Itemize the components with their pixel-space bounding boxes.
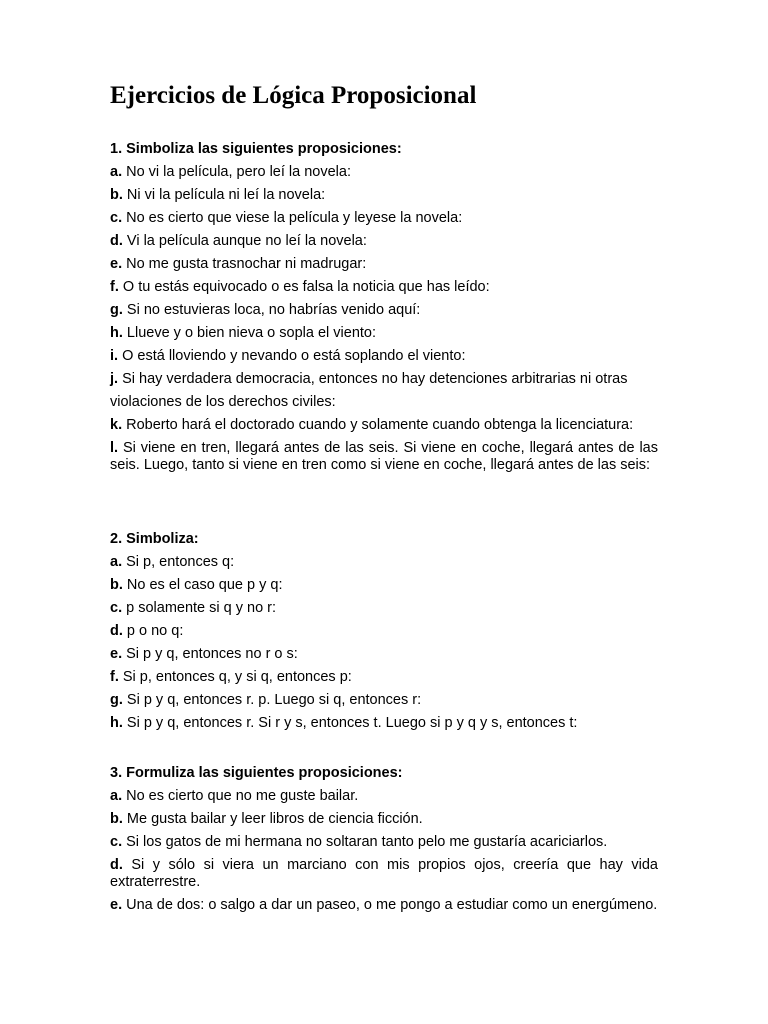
exercise-item bbox=[110, 230, 658, 253]
item-text: Si p y q, entonces no r o s: bbox=[122, 646, 298, 662]
item-letter: c. bbox=[110, 210, 123, 226]
item-text: No es cierto que no me guste bailar. bbox=[122, 788, 359, 804]
item-text: No vi la película, pero leí la novela: bbox=[122, 164, 351, 180]
section-3 bbox=[110, 762, 658, 923]
item-letter: g. bbox=[110, 302, 123, 318]
item-letter: e. bbox=[110, 646, 123, 662]
section-2 bbox=[110, 528, 658, 735]
item-text: p solamente si q y no r: bbox=[122, 600, 277, 616]
exercise-item bbox=[110, 894, 658, 923]
section-1 bbox=[110, 138, 658, 477]
exercise-item bbox=[110, 322, 658, 345]
item-letter: b. bbox=[110, 811, 123, 827]
item-text: Si los gatos de mi hermana no soltaran tanto pelo me gustaría acariciarlos. bbox=[122, 834, 608, 850]
exercise-item bbox=[110, 574, 658, 597]
item-letter: c. bbox=[110, 834, 123, 850]
exercise-item bbox=[110, 437, 658, 477]
exercise-item bbox=[110, 276, 658, 299]
item-letter: l. bbox=[110, 440, 119, 456]
exercise-item bbox=[110, 161, 658, 184]
exercise-item bbox=[110, 785, 658, 808]
item-text: No es el caso que p y q: bbox=[122, 577, 283, 593]
exercise-item bbox=[110, 551, 658, 574]
item-letter: f. bbox=[110, 669, 119, 685]
item-text: Si p y q, entonces r. Si r y s, entonces t. Luego si p y q y s, entonces t: bbox=[122, 715, 578, 731]
item-letter: k. bbox=[110, 417, 123, 433]
item-text: Si p y q, entonces r. p. Luego si q, entonces r: bbox=[122, 692, 422, 708]
item-text: Si no estuvieras loca, no habrías venido aquí: bbox=[122, 302, 421, 318]
exercise-item bbox=[110, 712, 658, 735]
exercise-item bbox=[110, 643, 658, 666]
exercise-item bbox=[110, 368, 658, 414]
item-letter: a. bbox=[110, 788, 123, 804]
section-heading: 1. Simboliza las siguientes proposiciones: bbox=[110, 141, 402, 157]
item-text: Llueve y o bien nieva o sopla el viento: bbox=[122, 325, 377, 341]
item-text: Si viene en tren, llegará antes de las seis. Si viene en coche, llegará antes de las seis. Luego, tanto si viene en tren como si viene en coche, llegará antes de las seis: bbox=[110, 440, 658, 473]
exercise-item bbox=[110, 253, 658, 276]
item-letter: j. bbox=[110, 371, 119, 387]
exercise-item bbox=[110, 620, 658, 643]
exercise-item bbox=[110, 207, 658, 230]
exercise-item bbox=[110, 666, 658, 689]
item-letter: a. bbox=[110, 554, 123, 570]
item-letter: e. bbox=[110, 897, 123, 913]
item-letter: i. bbox=[110, 348, 119, 364]
item-text: Si y sólo si viera un marciano con mis propios ojos, creería que hay vida extraterrestre. bbox=[110, 857, 658, 890]
item-letter: g. bbox=[110, 692, 123, 708]
item-text: Si p, entonces q: bbox=[122, 554, 235, 570]
item-text: Una de dos: o salgo a dar un paseo, o me pongo a estudiar como un energúmeno. bbox=[122, 897, 658, 913]
item-text: No me gusta trasnochar ni madrugar: bbox=[122, 256, 367, 272]
exercise-item bbox=[110, 184, 658, 207]
item-letter: d. bbox=[110, 623, 123, 639]
exercise-item bbox=[110, 808, 658, 831]
item-letter: d. bbox=[110, 233, 123, 249]
item-letter: b. bbox=[110, 577, 123, 593]
item-letter: f. bbox=[110, 279, 119, 295]
exercise-item bbox=[110, 299, 658, 322]
item-text: p o no q: bbox=[122, 623, 184, 639]
exercise-item bbox=[110, 831, 658, 854]
section-heading: 2. Simboliza: bbox=[110, 531, 199, 547]
item-letter: b. bbox=[110, 187, 123, 203]
exercise-item bbox=[110, 854, 658, 894]
item-letter: c. bbox=[110, 600, 123, 616]
item-letter: e. bbox=[110, 256, 123, 272]
item-text: Roberto hará el doctorado cuando y solamente cuando obtenga la licenciatura: bbox=[122, 417, 634, 433]
exercise-item bbox=[110, 689, 658, 712]
exercise-item bbox=[110, 597, 658, 620]
item-letter: h. bbox=[110, 325, 123, 341]
exercise-item bbox=[110, 345, 658, 368]
item-text: No es cierto que viese la película y leyese la novela: bbox=[122, 210, 463, 226]
item-text: Si p, entonces q, y si q, entonces p: bbox=[118, 669, 352, 685]
item-text: Ni vi la película ni leí la novela: bbox=[122, 187, 326, 203]
item-letter: h. bbox=[110, 715, 123, 731]
item-text: O está lloviendo y nevando o está soplando el viento: bbox=[118, 348, 466, 364]
section-heading: 3. Formuliza las siguientes proposiciones: bbox=[110, 765, 403, 781]
document-title: Ejercicios de Lógica Proposicional bbox=[110, 82, 477, 109]
item-letter: d. bbox=[110, 857, 123, 873]
item-text: Me gusta bailar y leer libros de ciencia ficción. bbox=[122, 811, 423, 827]
item-text: Si hay verdadera democracia, entonces no hay detenciones arbitrarias ni otras violaciones de los derechos civiles: bbox=[110, 371, 628, 410]
item-letter: a. bbox=[110, 164, 123, 180]
exercise-item bbox=[110, 414, 658, 437]
item-text: O tu estás equivocado o es falsa la noticia que has leído: bbox=[118, 279, 490, 295]
item-text: Vi la película aunque no leí la novela: bbox=[122, 233, 367, 249]
